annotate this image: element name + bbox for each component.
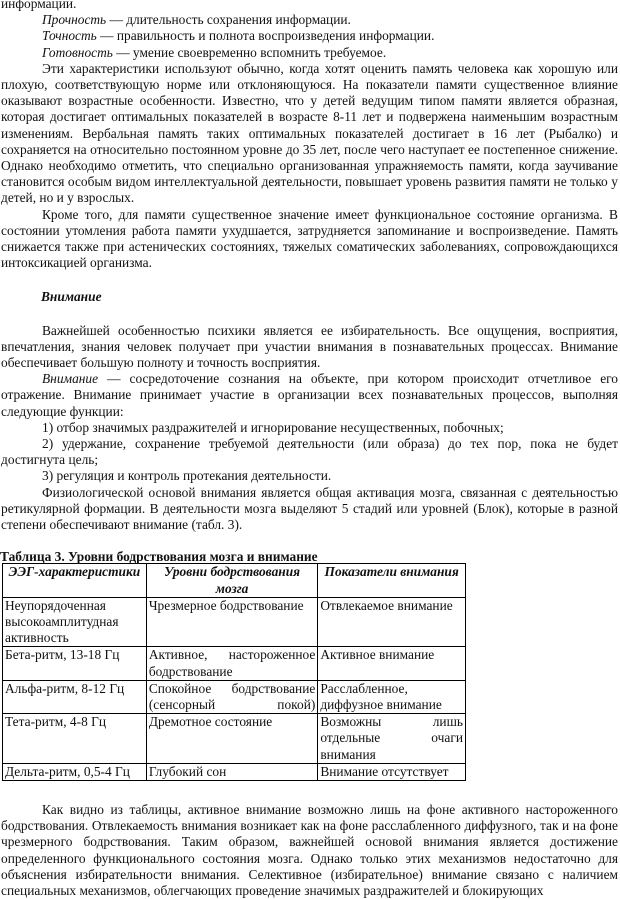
table-cell: Неупорядоченная высокоамплитудная активность xyxy=(3,597,147,647)
table-cell: Тета-ритм, 4-8 Гц xyxy=(3,714,147,764)
definition-term: Прочность xyxy=(42,12,107,28)
table-header-cell: ЭЭГ-характеристики xyxy=(3,564,147,597)
table-header-row xyxy=(3,564,466,597)
table-caption: Таблица 3. Уровни бодрствования мозга и внимание xyxy=(0,549,318,565)
table-cell: Глубокий сон xyxy=(146,763,318,780)
table-cell: Активное внимание xyxy=(318,647,466,680)
table-row xyxy=(3,680,466,713)
table-cell: Бета-ритм, 13-18 Гц xyxy=(3,647,147,680)
function-item: 2) удержание, сохранение требуемой деятельности (или образа) до тех пор, пока не будет достигнута цель; xyxy=(1,436,618,468)
definition-text: — длительность сохранения информации. xyxy=(106,12,351,28)
wakefulness-table xyxy=(2,563,466,781)
paragraph-physiology: Физиологической основой внимания является общая активация мозга, связанная с деятельностью ретикулярной формации. В деятельности мозга выделяют 5 стадий или уровней (Блок), которые в разной степени обеспечивают внимание (табл. 3). xyxy=(1,484,618,533)
definition-readiness xyxy=(0,45,620,61)
table-cell: Отвлекаемое внимание xyxy=(318,597,466,647)
table-header-cell: Показатели внимания xyxy=(318,564,466,597)
table-cell: Спокойное бодрствование (сенсорный покой) xyxy=(146,680,318,713)
table-cell: Дельта-ритм, 0,5-4 Гц xyxy=(3,763,147,780)
paragraph-characteristics: Эти характеристики используют обычно, когда хотят оценить память человека как хорошую или плохую, соответствующую норме или отклоняющуюся. На показатели памяти существенное влияние оказывают возрастные особенности. Известно, что у детей ведущим типом памяти является образная, которая достигает оптимальных показателей в возрасте 8-11 лет и подвержена наименьшим возрастным изменениям. Вербальная память таких оптимальных показателей достигает в 16 лет (Рыбалко) и сохраняется на относительно постоянном уровне до 35 лет, после чего наступает ее постепенное снижение. Однако необходимо отметить, что специально организованная упражняемость памяти, когда заучивание становится особым видом интеллектуальной деятельности, повышает уровень развития памяти не только у детей, но и у взрослых. xyxy=(1,60,618,206)
table-cell: Внимание отсутствует xyxy=(318,763,466,780)
table-row xyxy=(3,763,466,780)
top-line: информации. xyxy=(1,0,77,11)
table-row xyxy=(3,714,466,764)
attention-term: Внимание xyxy=(42,371,99,387)
table-header-cell: Уровни бодрствования мозга xyxy=(146,564,318,597)
paragraph-attention-definition xyxy=(0,371,620,420)
attention-definition-text: — сосредоточение сознания на объекте, при котором происходит отчетливое его отражение. Внимание принимает участие в организации всех познавательных процессов, выполняя следующие функции: xyxy=(1,371,618,419)
definition-term: Точность xyxy=(42,28,97,44)
definition-accuracy xyxy=(0,28,620,44)
definition-durability xyxy=(0,12,620,28)
table-cell: Альфа-ритм, 8-12 Гц xyxy=(3,680,147,713)
table-row xyxy=(3,597,466,647)
table-cell: Возможны лишь отдельные очаги внимания xyxy=(318,714,466,764)
definition-text: — правильность и полнота воспроизведения информации. xyxy=(96,28,435,44)
paragraph-conclusion: Как видно из таблицы, активное внимание возможно лишь на фоне активного настороженного бодрствования. Отвлекаемость внимания возникает как на фоне расслабленного диффузного, так и на фоне чрезмерного бодрствования. Таким образом, важнейшей основой внимания является достижение определенного функционального состояния мозга. Однако только этих механизмов недостаточно для объяснения избирательности внимания. Селективное (избирательное) внимание связано с наличием специальных механизмов, облегчающих проведение значимых раздражителей и блокирующих xyxy=(1,801,618,898)
function-item: 3) регуляция и контроль протекания деятельности. xyxy=(42,468,332,484)
section-title: Внимание xyxy=(41,289,102,305)
paragraph-selectivity: Важнейшей особенностью психики является ее избирательность. Все ощущения, восприятия, впечатления, знания человек получает при участии внимания в познавательных процессах. Внимание обеспечивает большую полноту и точность восприятия. xyxy=(1,322,618,371)
table-cell: Чрезмерное бодрствование xyxy=(146,597,318,647)
table-cell: Дремотное состояние xyxy=(146,714,318,764)
table-cell: Расслабленное, диффузное внимание xyxy=(318,680,466,713)
paragraph-functional-state: Кроме того, для памяти существенное значение имеет функциональное состояние организма. В состоянии утомления работа памяти ухудшается, затрудняется запоминание и воспроизведение. Память снижается также при астенических состояниях, тяжелых соматических заболеваниях, сопровождающихся интоксикацией организма. xyxy=(1,206,618,271)
function-item: 1) отбор значимых раздражителей и игнорирование несущественных, побочных; xyxy=(42,419,504,435)
definition-text: — умение своевременно вспомнить требуемое. xyxy=(112,44,387,60)
definition-term: Готовность xyxy=(42,44,113,60)
table-cell: Активное, настороженное бодрствование xyxy=(146,647,318,680)
table-row xyxy=(3,647,466,680)
